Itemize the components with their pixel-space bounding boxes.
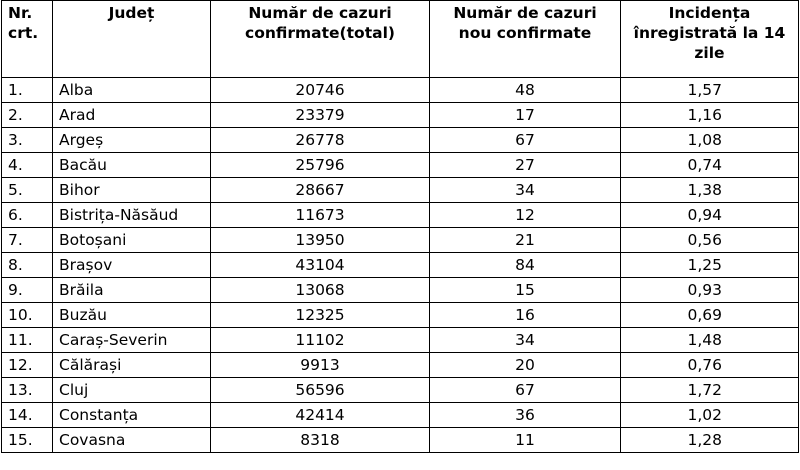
cell-nr-crt: 7. <box>2 228 53 253</box>
cell-judet: Argeș <box>53 128 211 153</box>
cell-new-cases: 48 <box>430 78 621 103</box>
table-row <box>2 328 799 353</box>
header-total-cases: Număr de cazuri confirmate(total) <box>211 1 430 78</box>
table-row <box>2 428 799 453</box>
cell-new-cases: 34 <box>430 178 621 203</box>
cell-judet: Constanța <box>53 403 211 428</box>
cell-judet: Bistrița-Năsăud <box>53 203 211 228</box>
table-row <box>2 153 799 178</box>
cell-nr-crt: 14. <box>2 403 53 428</box>
cell-total-cases: 12325 <box>211 303 430 328</box>
cell-incidence: 1,57 <box>621 78 799 103</box>
cell-incidence: 1,38 <box>621 178 799 203</box>
cell-new-cases: 17 <box>430 103 621 128</box>
cell-nr-crt: 12. <box>2 353 53 378</box>
cell-nr-crt: 10. <box>2 303 53 328</box>
cell-total-cases: 9913 <box>211 353 430 378</box>
table-row <box>2 203 799 228</box>
cell-judet: Bihor <box>53 178 211 203</box>
cell-judet: Bacău <box>53 153 211 178</box>
cell-nr-crt: 15. <box>2 428 53 453</box>
cell-total-cases: 25796 <box>211 153 430 178</box>
cell-judet: Brăila <box>53 278 211 303</box>
table-header <box>2 1 799 78</box>
table-row <box>2 228 799 253</box>
cell-new-cases: 36 <box>430 403 621 428</box>
header-row <box>2 1 799 78</box>
cell-incidence: 1,02 <box>621 403 799 428</box>
cell-new-cases: 34 <box>430 328 621 353</box>
cell-new-cases: 27 <box>430 153 621 178</box>
cell-judet: Arad <box>53 103 211 128</box>
cell-total-cases: 26778 <box>211 128 430 153</box>
cell-judet: Buzău <box>53 303 211 328</box>
cell-total-cases: 43104 <box>211 253 430 278</box>
cell-total-cases: 42414 <box>211 403 430 428</box>
cell-judet: Cluj <box>53 378 211 403</box>
table-body <box>2 78 799 453</box>
cell-incidence: 1,08 <box>621 128 799 153</box>
cell-nr-crt: 5. <box>2 178 53 203</box>
cell-incidence: 1,25 <box>621 253 799 278</box>
cell-judet: Botoșani <box>53 228 211 253</box>
cell-incidence: 1,16 <box>621 103 799 128</box>
cell-judet: Caraș-Severin <box>53 328 211 353</box>
table-row <box>2 278 799 303</box>
table-row <box>2 253 799 278</box>
table-row <box>2 353 799 378</box>
cell-total-cases: 28667 <box>211 178 430 203</box>
cell-incidence: 1,48 <box>621 328 799 353</box>
cell-total-cases: 23379 <box>211 103 430 128</box>
table-row <box>2 128 799 153</box>
cell-nr-crt: 8. <box>2 253 53 278</box>
table-row <box>2 78 799 103</box>
cell-nr-crt: 6. <box>2 203 53 228</box>
header-new-cases: Număr de cazuri nou confirmate <box>430 1 621 78</box>
cell-judet: Alba <box>53 78 211 103</box>
table-row <box>2 303 799 328</box>
cell-total-cases: 11102 <box>211 328 430 353</box>
cell-new-cases: 84 <box>430 253 621 278</box>
cell-nr-crt: 1. <box>2 78 53 103</box>
cell-nr-crt: 2. <box>2 103 53 128</box>
cell-new-cases: 12 <box>430 203 621 228</box>
cell-new-cases: 20 <box>430 353 621 378</box>
cell-total-cases: 8318 <box>211 428 430 453</box>
cell-nr-crt: 11. <box>2 328 53 353</box>
cell-incidence: 0,76 <box>621 353 799 378</box>
cell-total-cases: 13950 <box>211 228 430 253</box>
cell-total-cases: 20746 <box>211 78 430 103</box>
cell-total-cases: 13068 <box>211 278 430 303</box>
table-row <box>2 178 799 203</box>
cell-incidence: 0,56 <box>621 228 799 253</box>
cell-total-cases: 56596 <box>211 378 430 403</box>
cell-judet: Brașov <box>53 253 211 278</box>
table-row <box>2 378 799 403</box>
cell-incidence: 1,28 <box>621 428 799 453</box>
cell-new-cases: 67 <box>430 128 621 153</box>
cell-new-cases: 16 <box>430 303 621 328</box>
cell-nr-crt: 4. <box>2 153 53 178</box>
cell-total-cases: 11673 <box>211 203 430 228</box>
header-judet: Județ <box>53 1 211 78</box>
cell-incidence: 1,72 <box>621 378 799 403</box>
cell-judet: Călărași <box>53 353 211 378</box>
header-nr-crt: Nr. crt. <box>2 1 53 78</box>
cell-incidence: 0,69 <box>621 303 799 328</box>
cell-incidence: 0,94 <box>621 203 799 228</box>
table-row <box>2 103 799 128</box>
header-incidence: Incidența înregistrată la 14 zile <box>621 1 799 78</box>
cell-nr-crt: 13. <box>2 378 53 403</box>
cell-incidence: 0,93 <box>621 278 799 303</box>
cell-nr-crt: 3. <box>2 128 53 153</box>
table-row <box>2 403 799 428</box>
cell-nr-crt: 9. <box>2 278 53 303</box>
cell-judet: Covasna <box>53 428 211 453</box>
cell-incidence: 0,74 <box>621 153 799 178</box>
cell-new-cases: 15 <box>430 278 621 303</box>
cell-new-cases: 21 <box>430 228 621 253</box>
covid-cases-table <box>1 0 799 453</box>
cell-new-cases: 11 <box>430 428 621 453</box>
cell-new-cases: 67 <box>430 378 621 403</box>
